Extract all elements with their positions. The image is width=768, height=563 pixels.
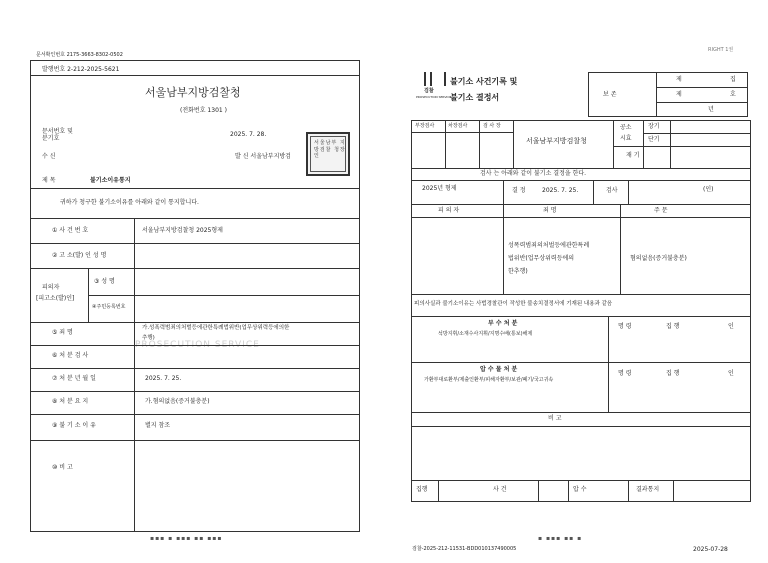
order-text: 혐의없음(증거불충분): [630, 255, 687, 262]
accused-group-label-2: [피고소(발)인]: [36, 295, 75, 302]
case-number: 2025년 형제: [422, 185, 457, 192]
row-remark-label: ⑩ 비 고: [52, 464, 73, 471]
execution-2-sub: 가환부대로환부/제출인환부/피해자환부/보관/폐기/국고귀속: [424, 377, 554, 383]
order-label-1: 명 령: [618, 323, 632, 330]
seal-mark: (인): [703, 186, 714, 193]
short-term-label: 단기: [648, 136, 660, 143]
subject-text: 불기소이유통지: [90, 177, 131, 184]
watermark-text: PROSECUTION SERVICE: [135, 340, 260, 350]
blurred-stamp-mark: ▪▪▪ ▪ ▪▪▪ ▪▪ ▪▪▪: [150, 535, 223, 542]
prosecution-logo: [424, 72, 446, 86]
form-title-1: 불기소 사건기록 및: [450, 77, 518, 86]
re-label: 재 기: [626, 152, 640, 159]
decide-date: 2025. 7. 25.: [542, 187, 579, 194]
row-office-label: ⑥ 처 분 검 사: [52, 352, 89, 359]
row-reason-label: ⑨ 불 기 소 이 유: [52, 422, 96, 429]
charge-text-2: 법위반(업무상위력등에의: [508, 255, 575, 262]
exec-label-1: 집 행: [666, 323, 680, 330]
col-order: 주 문: [654, 207, 668, 214]
right-form-frame: [411, 120, 751, 502]
row-gist-value: 가.혐의없음(증거불충분): [145, 398, 210, 405]
row-complainant-label: ② 고 소(발) 인 성 명: [52, 252, 107, 259]
remark-label: 비 고: [548, 415, 562, 422]
decision-line: 검사 는 아래와 같이 불기소 결정을 한다.: [480, 170, 587, 177]
phone-number: (전화번호 1301 ): [180, 107, 227, 114]
accused-group-label: 피의자: [42, 284, 60, 291]
decide-label: 결 정: [512, 187, 526, 194]
doc-number-label: 문서번호 및: [42, 128, 73, 135]
row-date-value: 2025. 7. 25.: [145, 375, 182, 382]
col-charge: 죄 명: [543, 207, 557, 214]
head-office: 서울남부지방검찰청: [526, 137, 587, 145]
row-date-label: ⑦ 처 분 년 월 일: [52, 375, 96, 382]
blurred-footer-mark: ▪ ▪▪▪ ▪▪ ▪: [538, 535, 583, 542]
execution-1-sub: 석방지휘/소재수사지휘/지명수배(통보)해제: [438, 331, 533, 337]
left-document-page: [30, 40, 370, 540]
recipient-label: 수 신: [42, 153, 56, 160]
row-rrn-label: ④주민등록번호: [92, 304, 126, 310]
body-text: 귀하가 청구한 불기소이유를 아래와 같이 통지합니다.: [60, 199, 199, 206]
preserve-col-3: 제: [676, 91, 682, 98]
charge-text-1: 성폭력범죄의처벌등에관한특례: [508, 242, 590, 249]
doc-date: 2025. 7. 28.: [230, 131, 267, 138]
issue-number: 발행번호 2-212-2025-5621: [42, 66, 120, 73]
statute-label-2: 시효: [620, 135, 632, 142]
footer-date: 2025-07-28: [693, 546, 728, 553]
footer-label-2: 사 건: [493, 486, 507, 493]
preserve-label: 보 존: [603, 91, 617, 98]
preserve-col-5: 년: [708, 106, 714, 113]
row-charge-value-2: 추행): [142, 335, 155, 341]
sender-text: 발 신 서울남부지방검: [235, 153, 291, 160]
top-right-mark: RIGHT 1권: [708, 47, 734, 53]
row-charge-label: ⑤ 죄 명: [52, 329, 73, 336]
head-col-2: 차장검사: [448, 123, 468, 129]
row-case-label: ① 사 건 번 호: [52, 227, 89, 234]
head-col-1: 부장검사: [415, 123, 435, 129]
order-label-2: 명 령: [618, 370, 632, 377]
preserve-col-2: 집: [730, 76, 736, 83]
doc-number-label-2: 분기호: [42, 135, 60, 142]
row-case-value: 서울남부지방검찰청 2025형제: [142, 227, 223, 234]
logo-text: 검찰: [424, 88, 434, 94]
office-title: 서울남부지방검찰청: [145, 86, 241, 99]
footer-label-4: 결과통지: [636, 486, 660, 493]
row-charge-value: 가.성폭력범죄의처벌등에관한특례법위반(업무상위력등에의한: [142, 325, 290, 331]
footer-code: 검찰-2025-212-11531-BDD010137490005: [412, 546, 517, 552]
exec-label-2: 집 행: [666, 370, 680, 377]
footer-label-1: 집행: [416, 486, 428, 493]
official-seal: 서울남부 지방검찰 청장인: [306, 132, 350, 176]
right-document-page: [408, 40, 760, 553]
left-form-frame: [30, 60, 360, 532]
preserve-col-4: 호: [730, 91, 736, 98]
execution-2: 압 수 물 처 분: [480, 366, 518, 373]
row-reason-value: 별지 참조: [145, 422, 171, 429]
form-title-2: 불기소 결정서: [450, 93, 500, 102]
head-col-3: 검 사 장: [483, 123, 501, 129]
long-term-label: 장기: [648, 123, 660, 130]
footer-label-3: 압 수: [573, 486, 587, 493]
approve-label-2: 인: [728, 370, 734, 377]
subject-label: 제 목: [42, 177, 56, 184]
logo-subtext: PROSECUTION SERVICE: [416, 95, 452, 99]
execution-1: 부 수 처 분: [488, 320, 518, 327]
verify-number: 문서확인번호 2175-3663-8302-0502: [36, 52, 123, 58]
approve-label-1: 인: [728, 323, 734, 330]
statute-label: 공소: [620, 124, 632, 131]
row-name-label: ③ 성 명: [94, 278, 115, 285]
col-accused: 피 의 자: [438, 207, 460, 214]
prosecutor-label: 검사: [606, 187, 618, 194]
preserve-col-1: 제: [676, 76, 682, 83]
row-gist-label: ⑧ 처 분 요 지: [52, 398, 89, 405]
charge-text-3: 한추행): [508, 268, 528, 275]
note-text: 피의사실과 불기소이유는 사법경찰관이 작성한 불송치결정서에 기재된 내용과 같음: [414, 301, 613, 307]
